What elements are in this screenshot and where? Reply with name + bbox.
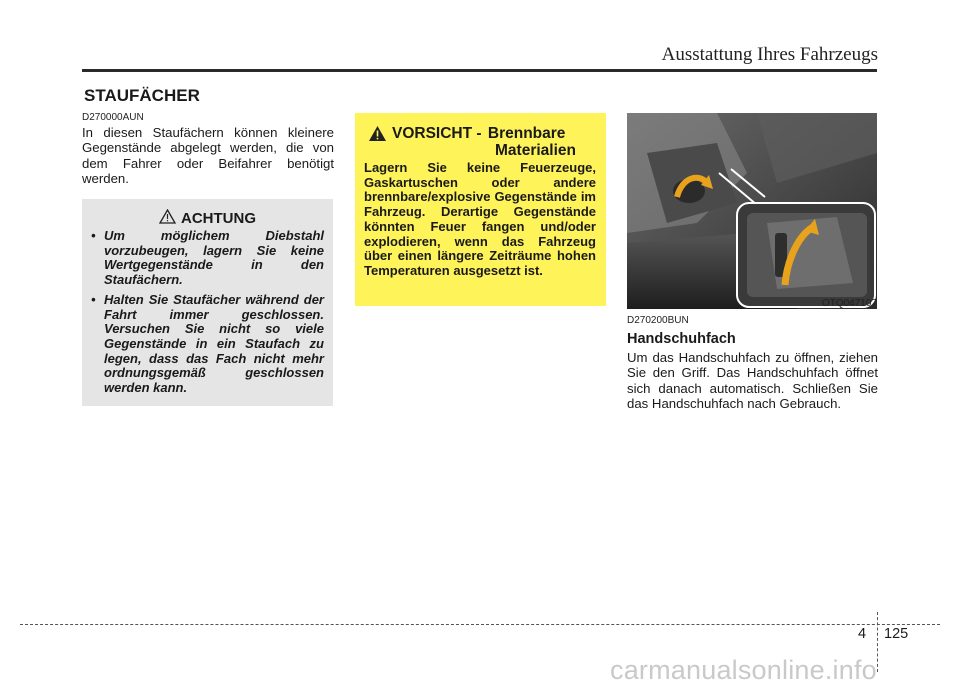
caution-triangle-icon (368, 125, 387, 142)
warning-title: ACHTUNG (181, 210, 256, 227)
figure-code: OTQ047107 (821, 298, 877, 309)
page-header-title: Ausstattung Ihres Fahrzeugs (661, 44, 878, 65)
warning-box (82, 199, 333, 406)
glovebox-title: Handschuhfach (627, 331, 736, 347)
warning-item-1: • Um möglichem Diebstahl vorzubeugen, lagern Sie keine Wertgegenstände in den Staufächern. (91, 228, 324, 288)
section-title: STAUFÄCHER (84, 86, 200, 105)
warning-heading (82, 209, 333, 227)
warning-list (91, 229, 324, 401)
warning-item-2: • Halten Sie Staufächer während der Fahrt immer geschlossen. Versuchen Sie nicht so viele Gegenstände in ein Staufach zu legen, dass das Fach nicht mehr ordnungsgemäß geschlossen werden kann. (91, 291, 324, 396)
caution-text: Lagern Sie keine Feuerzeuge, Gaskartuschen oder andere brennbare/explosive Gegenstände im Fahrzeug. Derartige Gegenstände könnten Feuer fangen und/oder explodieren, wenn das Fahrzeug über einen längere Zeiträume hohen Temperaturen ausgesetzt ist. (364, 160, 596, 278)
caution-box (355, 113, 606, 306)
header-rule (82, 69, 877, 72)
page-number: 125 (884, 626, 909, 642)
glovebox-code: D270200BUN (627, 315, 689, 326)
chapter-number: 4 (858, 626, 867, 642)
caution-title: VORSICHT - Brennbare Materialien (392, 125, 576, 159)
section-code: D270000AUN (82, 112, 144, 123)
glovebox-photo (627, 113, 877, 309)
watermark: carmanualsonline.info (610, 655, 877, 685)
section-intro: In diesen Staufächern können kleinere Gegenstände abgelegt werden, die von dem Fahrer oder Beifahrer benötigt werden. (82, 125, 334, 186)
warning-triangle-icon (159, 209, 176, 224)
footer-divider (877, 612, 878, 672)
glovebox-text: Um das Handschuhfach zu öffnen, ziehen Sie den Griff. Das Handschuhfach öffnet sich danach automatisch. Schließen Sie das Handschuhfach nach Gebrauch. (627, 350, 878, 411)
footer-rule (20, 624, 940, 625)
